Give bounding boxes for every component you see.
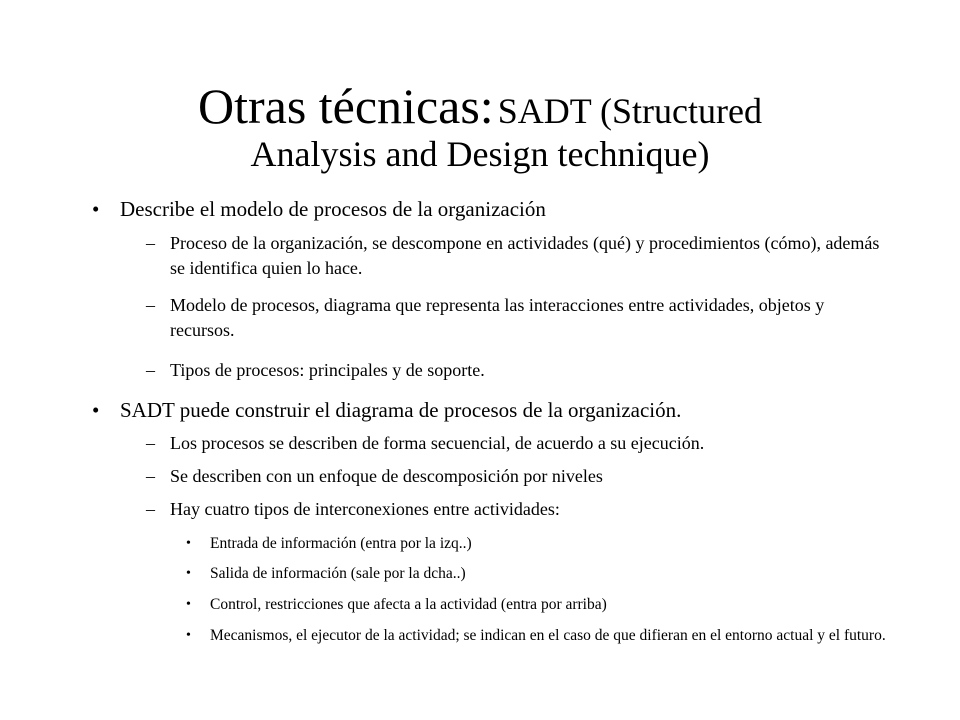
title-main: Otras técnicas: xyxy=(197,78,494,134)
sub-bullet-text: Los procesos se describen de forma secuencial, de acuerdo a su ejecución. xyxy=(170,433,705,453)
sub-bullet-text: Proceso de la organización, se descompone en actividades (qué) y procedimientos (cómo), además se identifica quien lo hace. xyxy=(170,233,880,278)
sub-bullet-text: Hay cuatro tipos de interconexiones entre actividades: xyxy=(170,499,560,519)
dash-icon: – xyxy=(146,360,155,380)
dash-icon: – xyxy=(146,499,155,519)
dash-icon: – xyxy=(146,233,155,253)
dash-icon: – xyxy=(146,295,155,315)
bullet-icon: • xyxy=(92,398,100,422)
dash-icon: – xyxy=(146,433,155,453)
sub-sub-bullet-text: Salida de información (sale por la dcha..) xyxy=(210,565,466,582)
sub-sub-bullet-text: Control, restricciones que afecta a la actividad (entra por arriba) xyxy=(210,596,607,613)
sub-sub-bullet-text: Entrada de información (entra por la izq..) xyxy=(210,535,472,552)
bullet-icon: • xyxy=(92,197,100,221)
sub-bullet-text: Se describen con un enfoque de descomposición por niveles xyxy=(170,466,603,486)
sub-bullet-text: Tipos de procesos: principales y de soporte. xyxy=(170,360,485,380)
bullet-text: Describe el modelo de procesos de la organización xyxy=(120,197,546,221)
bullet-icon: • xyxy=(186,597,191,612)
bullet-icon: • xyxy=(186,566,191,581)
sub-sub-bullet-text: Mecanismos, el ejecutor de la actividad; se indican en el caso de que difieran en el entorno actual y el futuro. xyxy=(210,627,886,644)
title-sub-line1: SADT (Structured xyxy=(497,91,762,131)
bullet-text: SADT puede construir el diagrama de procesos de la organización. xyxy=(120,398,682,422)
bullet-icon: • xyxy=(186,536,191,551)
dash-icon: – xyxy=(146,466,155,486)
slide-title xyxy=(100,78,860,174)
bullet-icon: • xyxy=(186,628,191,643)
title-sub-line2: Analysis and Design technique) xyxy=(250,134,710,174)
sub-bullet-text: Modelo de procesos, diagrama que representa las interacciones entre actividades, objetos y recursos. xyxy=(170,295,825,340)
